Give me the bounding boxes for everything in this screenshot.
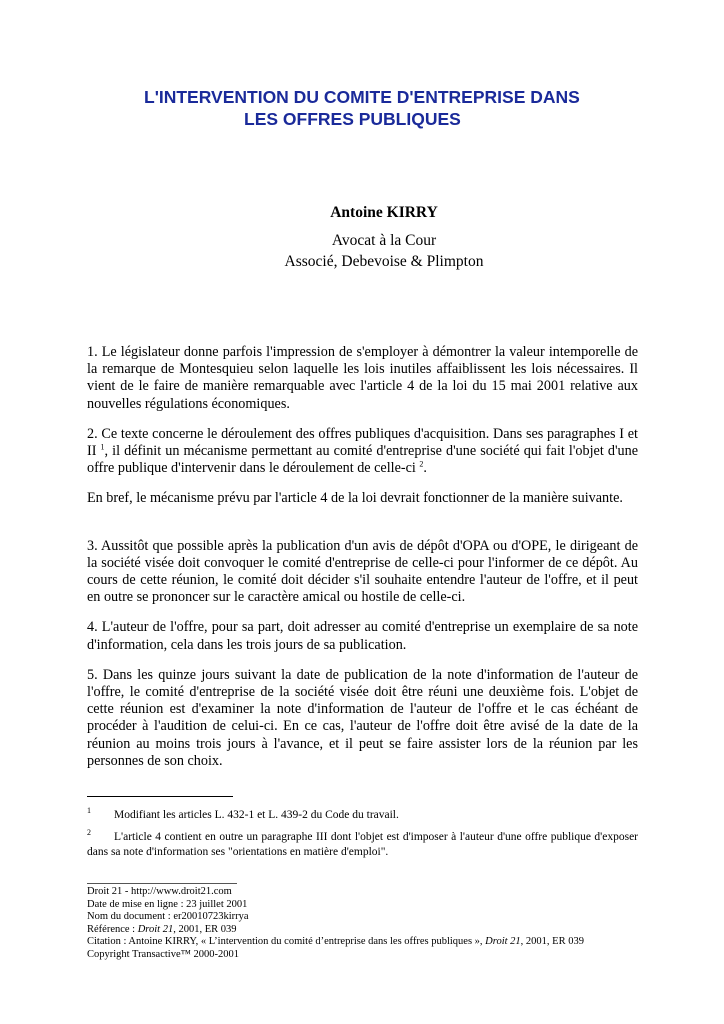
paragraph-2: 2. Ce texte concerne le déroulement des offres publiques d'acquisition. Dans ses paragraphes I et II $^1$, il définit un mécanisme permettant au comité d'entreprise d'une société qui fait l'objet d'une offre publique d'intervenir dans le déroulement de celle-ci $^2$. [87, 425, 638, 477]
footnote-1: 1 Modifiant les articles L. 432-1 et L. 439-2 du Code du travail. [87, 806, 399, 821]
paragraph-3: 3. Aussitôt que possible après la publication d'un avis de dépôt d'OPA ou d'OPE, le dirigeant de la société visée doit convoquer le comité d'entreprise de celle-ci pour l'informer de ce dépôt. Au cours de cette réunion, le comité doit décider s'il souhaite entendre l'auteur de l'offre, et il peut en outre se prononcer sur le caractère amical ou hostile de celle-ci. [87, 537, 638, 606]
author-block [0, 202, 724, 272]
footnote-divider [87, 796, 233, 797]
footnote-ref-1: 1 [100, 442, 105, 452]
footer-docname: Nom du document : er20010723kirrya [87, 911, 249, 923]
footnote-2: 2 L'article 4 contient en outre un paragraphe III dont l'objet est d'imposer à l'auteur d'une offre publique d'exposer dans sa note d'information ses "orientations en matière d'emploi". [87, 828, 638, 858]
document-title [100, 86, 670, 130]
footer-copyright: Copyright Transactive™ 2000-2001 [87, 948, 240, 960]
paragraph-1: 1. Le législateur donne parfois l'impression de s'employer à démontrer la valeur intemporelle de la remarque de Montesquieu selon laquelle les lois inutiles affaiblissent les lois nécessaires. Il vient de le faire de manière remarquable avec l'article 4 de la loi du 15 mai 2001 relative aux nouvelles régulations économiques. [87, 344, 638, 412]
paragraph-5: 5. Dans les quinze jours suivant la date de publication de la note d'information de l'auteur de l'offre, le comité d'entreprise de la société visée doit être réuni une deuxième fois. L'objet de cette réunion est d'examiner la note d'information de l'auteur de l'offre et le cas échéant de procéder à l'audition de celui-ci. En ce cas, l'auteur de l'offre doit être avisé de la date de la réunion au moins trois jours à l'avance, et il peut se faire assister lors de la réunion par les personnes de son choix. [87, 666, 638, 769]
author-role: Avocat à la Cour [331, 232, 437, 249]
footnote-text: L'article 4 contient en outre un paragraphe III dont l'objet est d'imposer à l'auteur d'une offre publique d'exposer dans sa note d'information ses "orientations en matière d'emploi". [87, 831, 638, 858]
document-body [87, 344, 638, 783]
footnote-ref-2: 2 [419, 459, 424, 469]
footer-divider [87, 883, 237, 884]
page-footer [87, 886, 647, 962]
footer-date: Date de mise en ligne : 23 juillet 2001 [87, 898, 248, 910]
footnote-text: Modifiant les articles L. 432-1 et L. 439-2 du Code du travail. [114, 809, 399, 821]
author-firm: Associé, Debevoise & Plimpton [284, 253, 484, 270]
paragraph-4: 4. L'auteur de l'offre, pour sa part, doit adresser au comité d'entreprise un exemplaire de sa note d'information, cela dans les trois jours de sa publication. [87, 619, 638, 653]
paragraph-brief: En bref, le mécanisme prévu par l'article 4 de la loi devrait fonctionner de la manière suivante. [87, 490, 623, 507]
footer-site: Droit 21 - http://www.droit21.com [87, 886, 232, 897]
footer-citation: Citation : Antoine KIRRY, « L’intervention du comité d’entreprise dans les offres publiques », Droit 21, 2001, ER 039 [87, 936, 584, 948]
author-name: Antoine KIRRY [330, 204, 438, 221]
footnotes [87, 808, 638, 867]
title-line-2: LES OFFRES PUBLIQUES [244, 109, 461, 129]
title-line-1: L'INTERVENTION DU COMITE D'ENTREPRISE DANS [144, 87, 580, 107]
footer-reference: Référence : Droit 21, 2001, ER 039 [87, 923, 237, 935]
